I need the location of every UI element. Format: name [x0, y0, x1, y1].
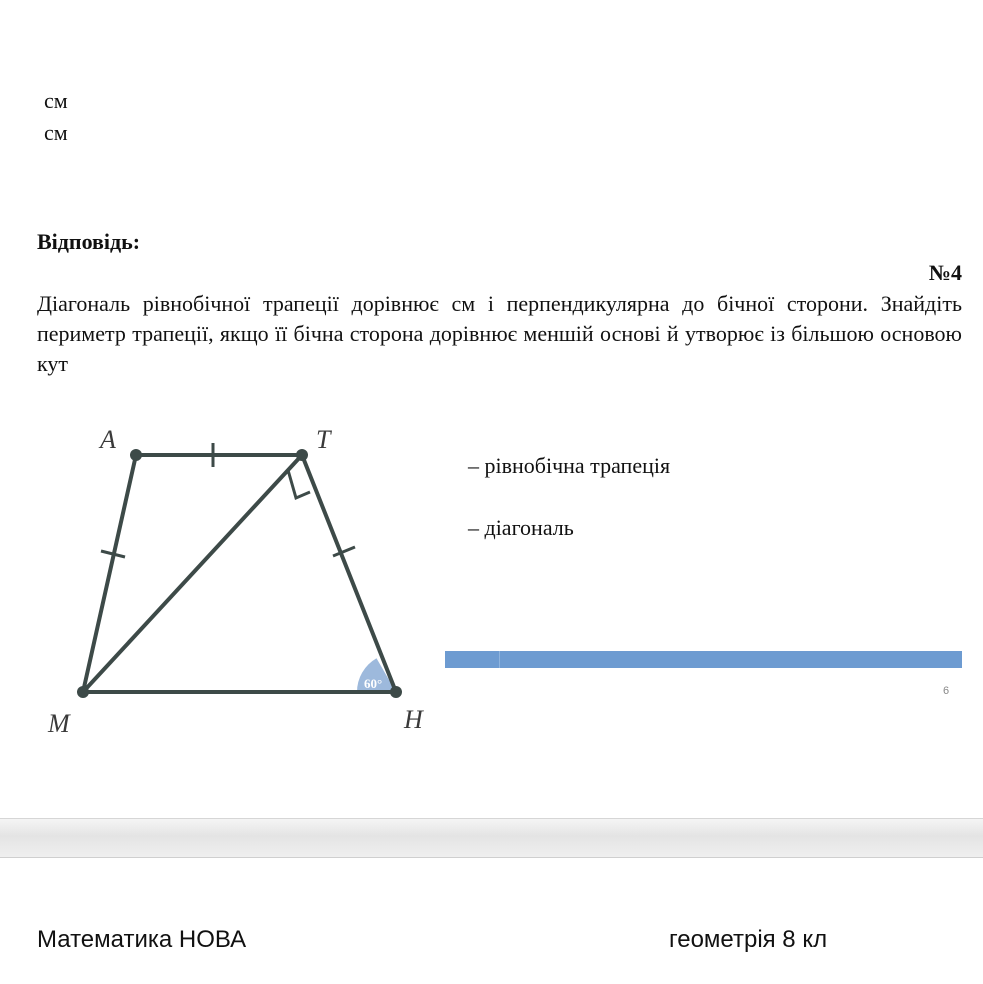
answer-label: Відповідь: [37, 229, 141, 254]
vertex-point [296, 449, 308, 461]
decorative-bar [445, 651, 962, 668]
unit-text: см [44, 120, 68, 145]
vertex-label-a: A [100, 425, 116, 454]
vertex-label-h: H [404, 705, 423, 734]
legend-trapezoid: – рівнобічна трапеція [468, 453, 671, 478]
legend-diagonal: – діагональ [468, 515, 574, 540]
vertex-point [390, 686, 402, 698]
tick-mark [333, 547, 355, 556]
right-angle-marker [288, 470, 310, 498]
problem-number: №4 [928, 260, 962, 285]
footer-right: геометрія 8 кл [669, 926, 828, 953]
side-AM [83, 455, 136, 692]
diagonal-MT [83, 455, 302, 692]
page-number: 6 [943, 685, 950, 697]
vertex-label-t: T [316, 425, 331, 454]
side-TH [302, 455, 396, 692]
problem-text: Діагональ рівнобічної трапеції дорівнює см і перпендикулярна до бічної сторони. Знайдіть периметр трапеції, якщо її бічна сторона дорівнює меншій основі й утворює із більшою основою кут [37, 291, 962, 376]
angle-label: 60° [364, 676, 383, 691]
vertex-point [77, 686, 89, 698]
unit-text: см [44, 88, 68, 113]
footer-left: Математика НОВА [37, 926, 247, 953]
page-separator [0, 818, 983, 858]
vertex-label-m: M [48, 709, 70, 738]
trapezoid-figure [30, 418, 450, 748]
vertex-point [130, 449, 142, 461]
